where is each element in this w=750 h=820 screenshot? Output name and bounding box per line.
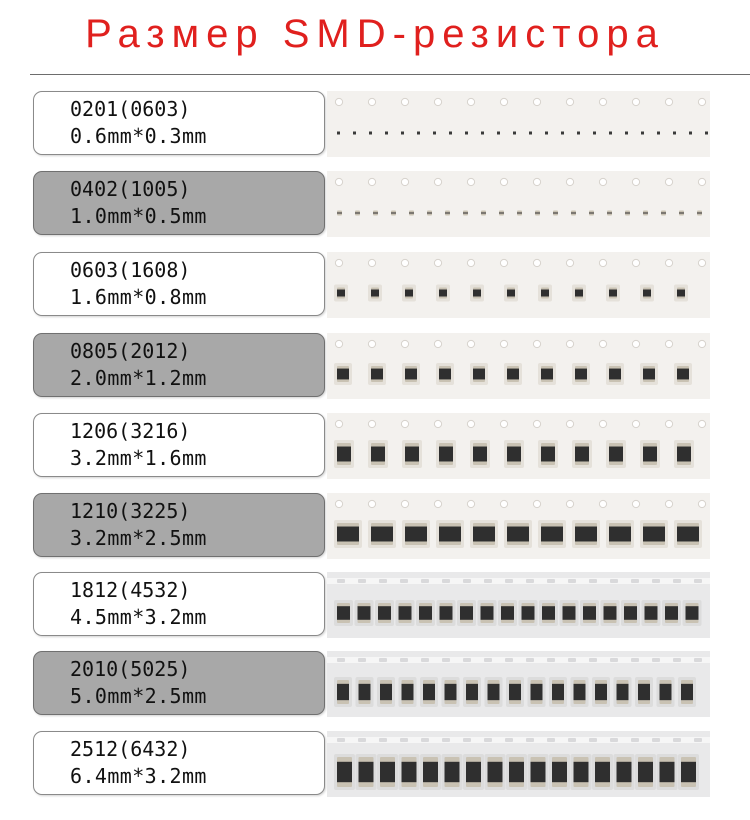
size-code: 1206(3216) <box>70 419 191 443</box>
tape-picture <box>327 333 710 399</box>
size-dimensions: 2.0mm*1.2mm <box>70 366 207 390</box>
size-dimensions: 3.2mm*1.6mm <box>70 446 207 470</box>
size-code: 0201(0603) <box>70 97 191 121</box>
size-dimensions: 3.2mm*2.5mm <box>70 526 207 550</box>
tape-picture <box>327 252 710 318</box>
size-dimensions: 1.0mm*0.5mm <box>70 204 207 228</box>
size-dimensions: 0.6mm*0.3mm <box>70 124 207 148</box>
resistor-tape-photo <box>327 171 710 237</box>
size-row-2010 <box>0 651 750 717</box>
tape-picture <box>327 572 710 638</box>
page-title: Размер SMD-резистора <box>85 12 665 56</box>
resistor-tape-photo <box>327 651 710 717</box>
tape-picture <box>327 731 710 797</box>
size-dimensions: 6.4mm*3.2mm <box>70 764 207 788</box>
size-row-1210 <box>0 493 750 559</box>
size-code: 2010(5025) <box>70 657 191 681</box>
resistor-tape-photo <box>327 572 710 638</box>
size-dimensions: 4.5mm*3.2mm <box>70 605 207 629</box>
tape-picture <box>327 91 710 157</box>
size-code: 1812(4532) <box>70 578 191 602</box>
size-row-2512 <box>0 731 750 797</box>
size-row-0402 <box>0 171 750 237</box>
size-code: 0805(2012) <box>70 339 191 363</box>
tape-picture <box>327 413 710 479</box>
size-code: 0402(1005) <box>70 177 191 201</box>
resistor-tape-photo <box>327 333 710 399</box>
resistor-tape-photo <box>327 731 710 797</box>
size-row-0805 <box>0 333 750 399</box>
size-code: 1210(3225) <box>70 499 191 523</box>
tape-picture <box>327 493 710 559</box>
resistor-tape-photo <box>327 252 710 318</box>
size-code: 0603(1608) <box>70 258 191 282</box>
size-dimensions: 5.0mm*2.5mm <box>70 684 207 708</box>
size-row-0603 <box>0 252 750 318</box>
size-row-1206 <box>0 413 750 479</box>
resistor-tape-photo <box>327 413 710 479</box>
tape-picture <box>327 651 710 717</box>
resistor-tape-photo <box>327 91 710 157</box>
size-code: 2512(6432) <box>70 737 191 761</box>
size-dimensions: 1.6mm*0.8mm <box>70 285 207 309</box>
resistor-tape-photo <box>327 493 710 559</box>
tape-picture <box>327 171 710 237</box>
size-row-0201 <box>0 91 750 157</box>
size-row-1812 <box>0 572 750 638</box>
